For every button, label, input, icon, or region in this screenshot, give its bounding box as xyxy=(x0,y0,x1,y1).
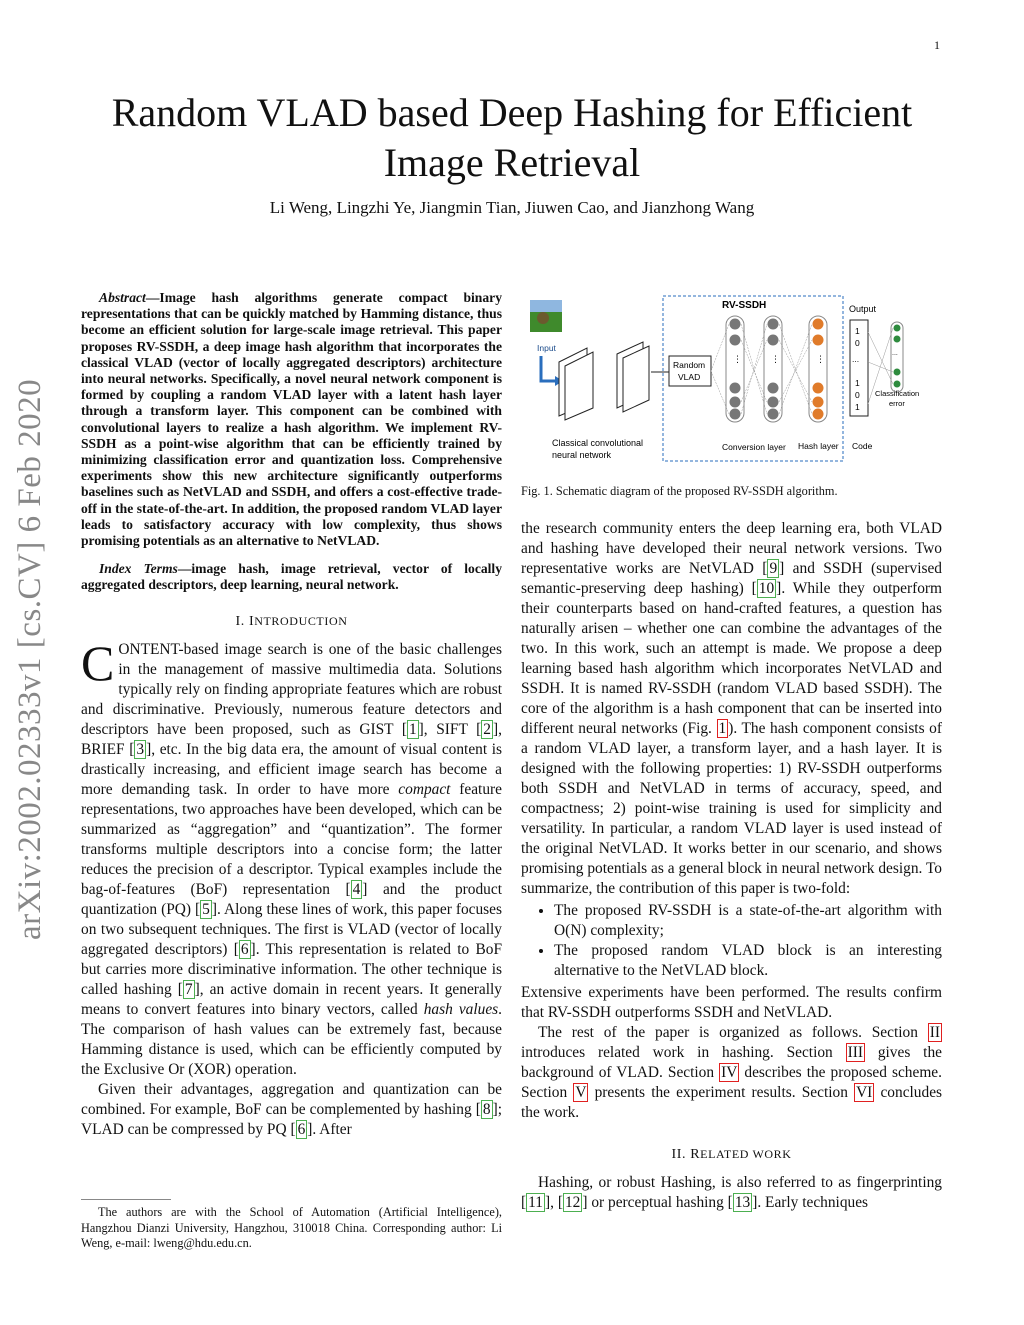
code-bit: 1 xyxy=(855,326,860,336)
random-vlad-line2: VLAD xyxy=(678,372,701,382)
text-run: concludes the work. xyxy=(521,1084,943,1121)
text-run: presents the experiment results. Section xyxy=(588,1084,855,1101)
text-run: , etc. In the big data era, the amount of visual content is drastically increasing, and efficient image search has become a more demanding task. In order to have more xyxy=(81,740,503,798)
text-run: Hashing, or robust Hashing, is also referred to as fingerprinting xyxy=(538,1174,942,1191)
footnote-rule xyxy=(81,1199,171,1200)
citation-link[interactable]: 7 xyxy=(184,980,193,998)
drop-cap: C xyxy=(81,634,115,691)
schematic-diagram xyxy=(521,292,942,472)
classifier-neuron xyxy=(894,325,901,332)
input-image-sky xyxy=(530,300,562,312)
neuron xyxy=(730,335,741,346)
section-link[interactable]: IV xyxy=(721,1064,738,1081)
text-run: . While they outperform their counterparts based on hand-crafted features, a question has naturally arisen – whether one can combine the advantages of the two. In this work, such an attempt is made. We propose a deep learning based hash algorithm which incorporates NetVLAD and SSDH. It is named RV-SSDH (random VLAD based SSDH). The core of the algorithm is a hash component that can be inserted into different neural networks (Fig. xyxy=(521,580,943,737)
text-run: . Along these lines of work, this paper focuses on two subsequent techniques. The first is VLAD (vector of locally aggregated descriptors) xyxy=(81,900,502,958)
neuron xyxy=(813,383,824,394)
edge xyxy=(868,362,893,372)
code-bit: 1 xyxy=(855,378,860,388)
input-arrow xyxy=(541,356,555,381)
arxiv-stamp-text: arXiv:2002.02333v1 [cs.CV] 6 Feb 2020 xyxy=(12,378,48,940)
right-paragraph-4: Hashing, or robust Hashing, is also referred to as fingerprinting [ 11 ], [ 12 ] or perceptual hashing [ 13 ]. Early techniques xyxy=(521,1174,942,1211)
code-bit: 0 xyxy=(855,338,860,348)
title-line-2: Image Retrieval xyxy=(383,140,641,185)
dots: ⋮ xyxy=(771,354,780,364)
text-run: ONTENT-based image search is one of the basic challenges in the management of massive multimedia data. Solutions typically rely on finding appropriate features which are robust and discriminative. Previously, numerous feature detectors and descriptors have been proposed, such as GIST xyxy=(81,640,502,738)
text-run: describes the proposed scheme. Section xyxy=(521,1064,942,1101)
title-line-1: Random VLAD based Deep Hashing for Efficient xyxy=(111,90,913,135)
section-link[interactable]: III xyxy=(847,1044,863,1061)
hash-layer xyxy=(809,316,827,422)
list-item: • The proposed random VLAD block is an interesting alternative to the NetVLAD block. xyxy=(554,941,942,981)
text-run: feature representations, two approaches have been developed, which can be summarized as “aggregation” and “quantization”. The former transforms multiple descriptors into a concise form; the latter reduces the precision of a descriptor. Typical examples include the bag-of-features (BoF) representation xyxy=(81,780,502,898)
neuron xyxy=(730,397,741,408)
intro-paragraph-1: CONTENT-based image search is one of the basic challenges in the management of massive multimedia data. Solutions typically rely on finding appropriate features which are robust and discriminative. Previously, numerous feature detectors and descriptors have been proposed, such as GIST [ 1 ], SIFT [ 2 ], BRIEF [ 3 ], etc. In the big data era, the amount of visual content is drastically increasing, and efficient image search has become a more demanding task. In order to have more compact feature representations, two approaches have been developed, which can be summarized as “aggregation” and “quantization”. The former transforms multiple descriptors into a concise form; the latter reduces the precision of a descriptor. Typical examples include the bag-of-features (BoF) representation [ 4 ] and the product quantization (PQ) [ 5 ]. Along these lines of work, this paper focuses on two subsequent techniques. The first is VLAD (vector of locally aggregated descriptors) [ 6 ]. This representation is related to BoF but carries more discriminative information. The other technique is called hashing [ 7 ], an active domain in recent years. It generally means to convert features into binary vectors, called hash values. The comparison of hash values can be extremely fast, because Hamming distance is used, which can be efficiently computed by the Exclusive Or (XOR) operation. xyxy=(81,634,503,1078)
code-bit: ... xyxy=(852,354,860,364)
neuron xyxy=(768,319,779,330)
text-run: and SSDH (supervised semantic-preserving deep hashing) xyxy=(521,560,943,597)
text-run: ; VLAD can be compressed by PQ xyxy=(81,1100,502,1138)
rvssdh-label: RV-SSDH xyxy=(722,300,767,311)
abstract-text: —Image hash algorithms generate compact binary representations that can be quickly matched by Hamming distance, thus become an efficient solution for large-scale image retrieval. This paper proposes RV-SSDH, a deep image hash algorithm that incorporates the classical VLAD (vector of locally aggregated descriptors) architecture into neural networks. Specifically, a novel neural network component is formed by coupling a random VLAD layer with a latent hash layer through a transform layer. This component can be combined with convolutional layers to realize a hash algorithm. We implement RV-SSDH as a point-wise algorithm that can be efficiently trained by minimizing classification error and quantization loss. Comprehensive experiments show this new architecture significantly outperforms baselines such as NetVLAD and SSDH, and offers a cost-effective trade-off in the state-of-the-art. In addition, the proposed random VLAD layer leads to satisfactory accuracy with low complexity, thus shows promising potentials as an alternative to NetVLAD. xyxy=(81,290,502,549)
input-label: Input xyxy=(537,343,556,353)
text-run: , xyxy=(550,1194,558,1211)
neuron xyxy=(813,397,824,408)
section2-rest: ELATED WORK xyxy=(700,1147,792,1161)
neuron xyxy=(768,335,779,346)
citation-link[interactable]: 9 xyxy=(769,560,778,577)
intro-paragraph-2: Given their advantages, aggregation and quantization can be combined. For example, BoF can be complemented by hashing [ 8 ]; VLAD can be compressed by PQ [ 6 ]. After xyxy=(81,1080,502,1138)
section1-num: I. I xyxy=(235,613,255,629)
section2-num: II. R xyxy=(671,1147,701,1162)
text-run: introduces related work in hashing. Section xyxy=(521,1044,846,1061)
classifier-dots: ... xyxy=(892,350,898,357)
right-paragraph-1: the research community enters the deep learning era, both VLAD and hashing have developed their neural network versions. Two representative works are NetVLAD [ 9 ] and SSDH (supervised semantic-preserving deep hashing) [ 10 ]. While they outperform their counterparts based on hand-crafted features, a question has naturally arisen – whether one can combine the advantages of the two. In this work, such an attempt is made. We propose a deep learning based hash algorithm which incorporates NetVLAD and SSDH. It is named RV-SSDH (random VLAD based SSDH). The core of the algorithm is a hash component that can be inserted into different neural networks (Fig. 1 ). The hash component consists of a random VLAD layer, a transform layer, and a hash layer. It is designed with the following properties: 1) RV-SSDH outperforms both SSDH and NetVLAD in terms of accuracy, speed, and compactness; 2) point-wise training is used for simplicity and versatility. In particular, a random VLAD layer is used instead of the original NetVLAD. It works better in our scenario, and shows promising potentials as a general block in neural network design. To summarize, the contribution of this paper is two-fold: xyxy=(521,520,943,897)
citation-link[interactable]: 6 xyxy=(240,940,249,958)
text-run: and the product quantization (PQ) xyxy=(81,880,502,918)
figure-link[interactable]: 1 xyxy=(718,720,727,737)
left-column xyxy=(81,290,502,1140)
index-terms xyxy=(81,561,502,593)
citation-link[interactable]: 8 xyxy=(482,1100,491,1118)
citation-link[interactable]: 13 xyxy=(734,1194,751,1211)
text-run: . After xyxy=(312,1120,352,1138)
text-run: . This representation is related to BoF but carries more discriminative information. The other technique is called hashing xyxy=(81,940,502,998)
classifier-neuron xyxy=(894,336,901,343)
conversion-layer-1 xyxy=(726,316,744,422)
text-run: . Early techniques xyxy=(757,1194,869,1211)
dots: ⋮ xyxy=(816,354,825,364)
conversion-layer-2 xyxy=(764,316,782,422)
index-terms-text: —image hash, image retrieval, vector of locally aggregated descriptors, deep learning, neural network. xyxy=(81,561,502,593)
dots: ⋮ xyxy=(733,354,742,364)
citation-link[interactable]: 1 xyxy=(408,720,417,738)
code-label: Code xyxy=(852,441,873,451)
text-run: Given their advantages, aggregation and quantization can be combined. For example, BoF can be complemented by hashing xyxy=(81,1080,502,1118)
text-run: the research community enters the deep learning era, both VLAD and hashing have developed their neural network versions. Two representative works are NetVLAD xyxy=(521,520,942,577)
section-link[interactable]: II xyxy=(929,1024,940,1041)
section-link[interactable]: V xyxy=(575,1084,587,1101)
conversion-layer-label: Conversion layer xyxy=(722,442,786,452)
classification-error-line2: error xyxy=(889,399,905,408)
right-paragraph-3 xyxy=(521,1023,942,1123)
text-run: , an active domain in recent years. It generally means to convert features into binary vectors, called xyxy=(81,980,502,1018)
citation-link[interactable]: 12 xyxy=(564,1194,581,1211)
classification-error-line1: Classification xyxy=(875,389,920,398)
code-bit: 1 xyxy=(855,402,860,412)
contribution-list xyxy=(521,901,942,981)
figure-caption: Fig. 1. Schematic diagram of the proposed RV-SSDH algorithm. xyxy=(521,484,838,498)
cnn-label-2: neural network xyxy=(552,450,612,460)
output-label: Output xyxy=(849,304,877,314)
neuron xyxy=(730,409,741,420)
section-heading-introduction xyxy=(81,614,502,630)
cnn-label-1: Classical convolutional xyxy=(552,438,644,448)
arxiv-stamp xyxy=(12,360,72,940)
neuron xyxy=(768,383,779,394)
citation-link[interactable]: 2 xyxy=(483,720,491,738)
neuron xyxy=(768,409,779,420)
input-image-subject xyxy=(537,312,549,324)
right-column xyxy=(521,292,942,1213)
citation-link[interactable]: 6 xyxy=(297,1120,306,1138)
emphasis: compact xyxy=(398,780,451,798)
hash-layer-label: Hash layer xyxy=(798,441,839,451)
section-link[interactable]: VI xyxy=(856,1084,873,1101)
neuron xyxy=(768,397,779,408)
right-paragraph-2: Extensive experiments have been performed. The results confirm that RV-SSDH outperforms SSDH and NetVLAD. xyxy=(521,984,942,1021)
neuron xyxy=(730,383,741,394)
emphasis: hash values xyxy=(423,1000,499,1018)
authors: Li Weng, Lingzhi Ye, Jiangmin Tian, Jiuwen Cao, and Jianzhong Wang xyxy=(269,198,755,217)
neuron xyxy=(730,319,741,330)
footnote: The authors are with the School of Automation (Artificial Intelligence), Hangzhou Dianzi University, Hangzhou, 310018 China. Corresponding author: Li Weng, e-mail: lweng@hdu.edu.cn. xyxy=(81,1205,502,1250)
neuron xyxy=(813,319,824,330)
text-run: or perceptual hashing xyxy=(587,1194,728,1211)
text-run: , SIFT xyxy=(423,720,477,738)
text-run: The rest of the paper is organized as follows. Section xyxy=(538,1024,928,1041)
text-run: gives the background of VLAD. Section xyxy=(521,1044,942,1081)
random-vlad-line1: Random xyxy=(673,360,706,370)
citation-link[interactable]: 10 xyxy=(758,580,775,597)
page-number: 1 xyxy=(934,38,940,52)
citation-link[interactable]: 5 xyxy=(202,900,210,918)
citation-link[interactable]: 4 xyxy=(352,880,361,898)
abstract xyxy=(81,290,502,549)
classifier-neuron xyxy=(894,369,901,376)
text-run: ). The hash component consists of a random VLAD layer, a transform layer, and a hash layer. It is designed with the following properties: 1) RV-SSDH outperforms both SSDH and NetVLAD in terms of accuracy, speed, and compactness; 2) point-wise training is used for simplicity and versatility. In particular, a random VLAD layer is used instead of the original NetVLAD. It works better in our scenario, and shows promising potentials as a general block in neural network design. To summarize, the contribution of this paper is two-fold: xyxy=(521,720,942,897)
section-heading-related-work xyxy=(521,1147,942,1163)
neuron xyxy=(813,335,824,346)
text-run: . The comparison of hash values can be extremely fast, because Hamming distance is used, which can be efficiently computed by the Exclusive Or (XOR) operation. xyxy=(81,1000,503,1078)
classifier-neuron xyxy=(894,381,901,388)
abstract-label: Abstract xyxy=(99,290,146,305)
cnn-slab-4 xyxy=(623,346,649,412)
text-run: , BRIEF xyxy=(81,720,502,758)
paper-title xyxy=(0,88,1024,188)
code-bit: 0 xyxy=(855,390,860,400)
section1-rest: NTRODUCTION xyxy=(254,613,348,628)
citation-link[interactable]: 11 xyxy=(528,1194,543,1211)
list-item: • The proposed RV-SSDH is a state-of-the-art algorithm with O(N) complexity; xyxy=(554,901,942,941)
figure-1 xyxy=(521,292,942,472)
citation-link[interactable]: 3 xyxy=(136,740,145,758)
index-terms-label: Index Terms xyxy=(99,561,178,577)
neuron xyxy=(813,409,824,420)
